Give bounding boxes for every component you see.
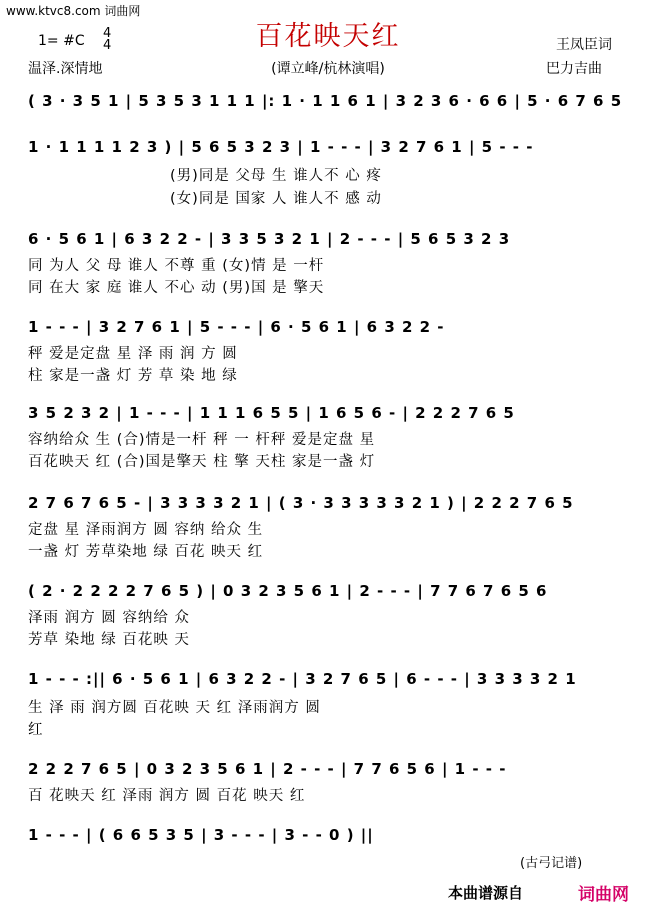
time-signature xyxy=(103,28,111,52)
lyric-line: 秤 爱是定盘 星 泽 雨 润 方 圆 xyxy=(28,346,238,362)
melody-line: ( 2 · 2 2 2 2 7 6 5 ) | 0 3 2 3 5 6 1 | 2 - - - | 7 7 6 7 6 5 6 xyxy=(28,582,548,600)
lyric-line: (女)同是 国家 人 谁人不 感 动 xyxy=(170,191,382,207)
lyric-line: 同 为人 父 母 谁人 不尊 重 (女)情 是 一杆 xyxy=(28,258,325,274)
song-title: 百花映天红 xyxy=(255,21,401,52)
lyric-line: 百花映天 红 (合)国是擎天 柱 擎 天柱 家是一盏 灯 xyxy=(28,454,376,470)
melody-line: ( 3 · 3 5 1 | 5 3 5 3 1 1 1 |: 1 · 1 1 6 1 | 3 2 3 6 · 6 6 | 5 · 6 7 6 5 xyxy=(28,92,623,110)
lyricist-credit: 王凤臣词 xyxy=(556,37,612,53)
melody-line: 1 · 1 1 1 1 2 3 ) | 5 6 5 3 2 3 | 1 - - - | 3 2 7 6 1 | 5 - - - xyxy=(28,138,534,156)
lyric-line: 同 在大 家 庭 谁人 不心 动 (男)国 是 擎天 xyxy=(28,280,325,296)
melody-line: 3 5 2 3 2 | 1 - - - | 1 1 1 6 5 5 | 1 6 5 6 - | 2 2 2 7 6 5 xyxy=(28,404,515,422)
melody-line: 1 - - - | ( 6 6 5 3 5 | 3 - - - | 3 - - 0 ) || xyxy=(28,826,374,844)
lyric-line: 一盏 灯 芳草染地 绿 百花 映天 红 xyxy=(28,544,264,560)
lyric-line: 泽雨 润方 圆 容纳给 众 xyxy=(28,610,190,626)
tempo-style-marking: 温泽.深情地 xyxy=(28,61,103,77)
time-signature-numerator: 4 xyxy=(103,26,112,41)
lyric-line: 柱 家是一盏 灯 芳 草 染 地 绿 xyxy=(28,368,238,384)
singers-credit: (谭立峰/杭林演唱) xyxy=(271,61,385,77)
melody-line: 1 - - - | 3 2 7 6 1 | 5 - - - | 6 · 5 6 1 | 6 3 2 2 - xyxy=(28,318,445,336)
lyric-line: 百 花映天 红 泽雨 润方 圆 百花 映天 红 xyxy=(28,788,306,804)
site-watermark: www.ktvc8.com 词曲网 xyxy=(6,4,141,18)
lyric-line: 红 xyxy=(28,722,44,738)
melody-line: 2 2 2 7 6 5 | 0 3 2 3 5 6 1 | 2 - - - | 7 7 6 5 6 | 1 - - - xyxy=(28,760,507,778)
composer-credit: 巴力吉曲 xyxy=(546,61,602,77)
key-signature: 1= #C xyxy=(38,33,85,49)
lyric-line: 容纳给众 生 (合)情是一杆 秤 一 杆秤 爱是定盘 星 xyxy=(28,432,376,448)
lyric-line: 生 泽 雨 润方圆 百花映 天 红 泽雨润方 圆 xyxy=(28,700,321,716)
time-signature-denominator: 4 xyxy=(103,38,112,53)
lyric-line: 定盘 星 泽雨润方 圆 容纳 给众 生 xyxy=(28,522,264,538)
lyric-line: 芳草 染地 绿 百花映 天 xyxy=(28,632,190,648)
source-logo[interactable]: 词曲网 xyxy=(578,885,629,905)
source-note: 本曲谱源自 xyxy=(448,884,524,902)
transcriber-credit: (古弓记谱) xyxy=(520,856,583,871)
melody-line: 1 - - - :|| 6 · 5 6 1 | 6 3 2 2 - | 3 2 7 6 5 | 6 - - - | 3 3 3 3 2 1 xyxy=(28,670,577,688)
lyric-line: (男)同是 父母 生 谁人不 心 疼 xyxy=(170,168,382,184)
melody-line: 6 · 5 6 1 | 6 3 2 2 - | 3 3 5 3 2 1 | 2 - - - | 5 6 5 3 2 3 xyxy=(28,230,511,248)
melody-line: 2 7 6 7 6 5 - | 3 3 3 3 2 1 | ( 3 · 3 3 3 3 3 2 1 ) | 2 2 2 7 6 5 xyxy=(28,494,574,512)
